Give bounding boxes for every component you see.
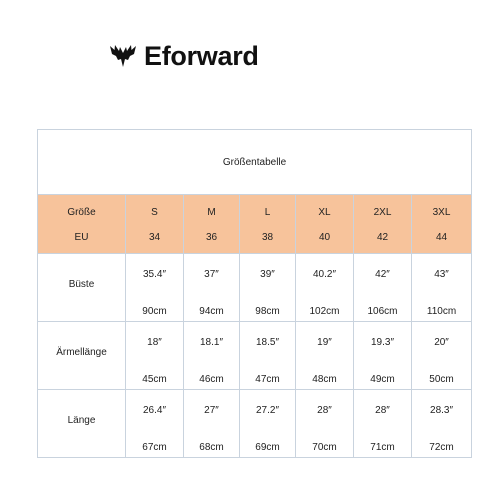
cm-value: 106cm [367, 306, 398, 317]
inch-value: 35.4″ [142, 269, 166, 280]
cm-value: 90cm [142, 306, 167, 317]
size-header-cell [126, 195, 184, 254]
row-label-cell [38, 390, 126, 458]
size-header-cell [354, 195, 412, 254]
measurement-cell [126, 254, 184, 322]
inch-value: 28″ [317, 405, 332, 416]
measurement-row-sleeve [38, 322, 472, 390]
size-header-row [38, 195, 472, 254]
inch-value: 42″ [375, 269, 390, 280]
inch-value: 27″ [204, 405, 219, 416]
eu-size: 44 [435, 232, 448, 243]
cm-value: 68cm [199, 442, 224, 453]
cm-value: 110cm [426, 306, 457, 317]
row-label-cell [38, 254, 126, 322]
measurement-cell [184, 390, 240, 458]
measurement-cell [296, 254, 354, 322]
measurement-cell [412, 322, 472, 390]
size-header-cell [412, 195, 472, 254]
measurement-row-bust [38, 254, 472, 322]
eu-header-label: EU [74, 232, 89, 243]
inch-value: 18″ [147, 337, 162, 348]
measurement-cell [412, 254, 472, 322]
measurement-cell [354, 322, 412, 390]
table-title: Größentabelle [38, 130, 472, 195]
measurement-cell [412, 390, 472, 458]
row-label: Ärmellänge [56, 347, 107, 358]
cm-value: 69cm [255, 442, 280, 453]
size-chart-table [37, 129, 472, 458]
row-label: Büste [68, 279, 95, 290]
inch-value: 18.5″ [255, 337, 279, 348]
cm-value: 72cm [429, 442, 454, 453]
size-header-label-cell [38, 195, 126, 254]
measurement-cell [126, 390, 184, 458]
brand-name: Eforward [144, 40, 259, 71]
measurement-cell [296, 322, 354, 390]
inch-value: 43″ [434, 269, 449, 280]
eu-size: 36 [205, 232, 218, 243]
cm-value: 47cm [255, 374, 280, 385]
cm-value: 50cm [429, 374, 454, 385]
size-name: S [151, 207, 158, 218]
measurement-cell [184, 322, 240, 390]
cm-value: 45cm [142, 374, 167, 385]
measurement-cell [240, 390, 296, 458]
eu-size: 40 [318, 232, 331, 243]
cm-value: 46cm [199, 374, 224, 385]
row-label-cell [38, 322, 126, 390]
inch-value: 39″ [260, 269, 275, 280]
row-label: Länge [67, 415, 96, 426]
inch-value: 26.4″ [142, 405, 166, 416]
size-header-cell [184, 195, 240, 254]
inch-value: 28.3″ [430, 405, 454, 416]
cm-value: 98cm [255, 306, 280, 317]
inch-value: 28″ [375, 405, 390, 416]
measurement-cell [240, 254, 296, 322]
measurement-cell [354, 254, 412, 322]
inch-value: 27.2″ [255, 405, 279, 416]
cm-value: 49cm [370, 374, 395, 385]
eu-size: 42 [376, 232, 389, 243]
measurement-cell [240, 322, 296, 390]
size-header-cell [296, 195, 354, 254]
inch-value: 37″ [204, 269, 219, 280]
bird-wings-icon [110, 44, 136, 68]
inch-value: 19.3″ [370, 337, 394, 348]
size-name: L [264, 207, 271, 218]
cm-value: 48cm [312, 374, 337, 385]
size-header-cell [240, 195, 296, 254]
eu-size: 34 [148, 232, 161, 243]
size-name: XL [318, 207, 331, 218]
cm-value: 71cm [370, 442, 395, 453]
cm-value: 70cm [312, 442, 337, 453]
inch-value: 40.2″ [312, 269, 336, 280]
measurement-row-length [38, 390, 472, 458]
inch-value: 19″ [317, 337, 332, 348]
cm-value: 67cm [142, 442, 167, 453]
inch-value: 18.1″ [199, 337, 223, 348]
inch-value: 20″ [434, 337, 449, 348]
size-name: 3XL [432, 207, 451, 218]
eu-size: 38 [261, 232, 274, 243]
measurement-cell [354, 390, 412, 458]
measurement-cell [184, 254, 240, 322]
brand-header [110, 38, 259, 74]
measurement-cell [126, 322, 184, 390]
size-name: M [207, 207, 216, 218]
cm-value: 102cm [309, 306, 340, 317]
size-header-label: Größe [67, 207, 96, 218]
measurement-cell [296, 390, 354, 458]
size-name: 2XL [373, 207, 392, 218]
cm-value: 94cm [199, 306, 224, 317]
